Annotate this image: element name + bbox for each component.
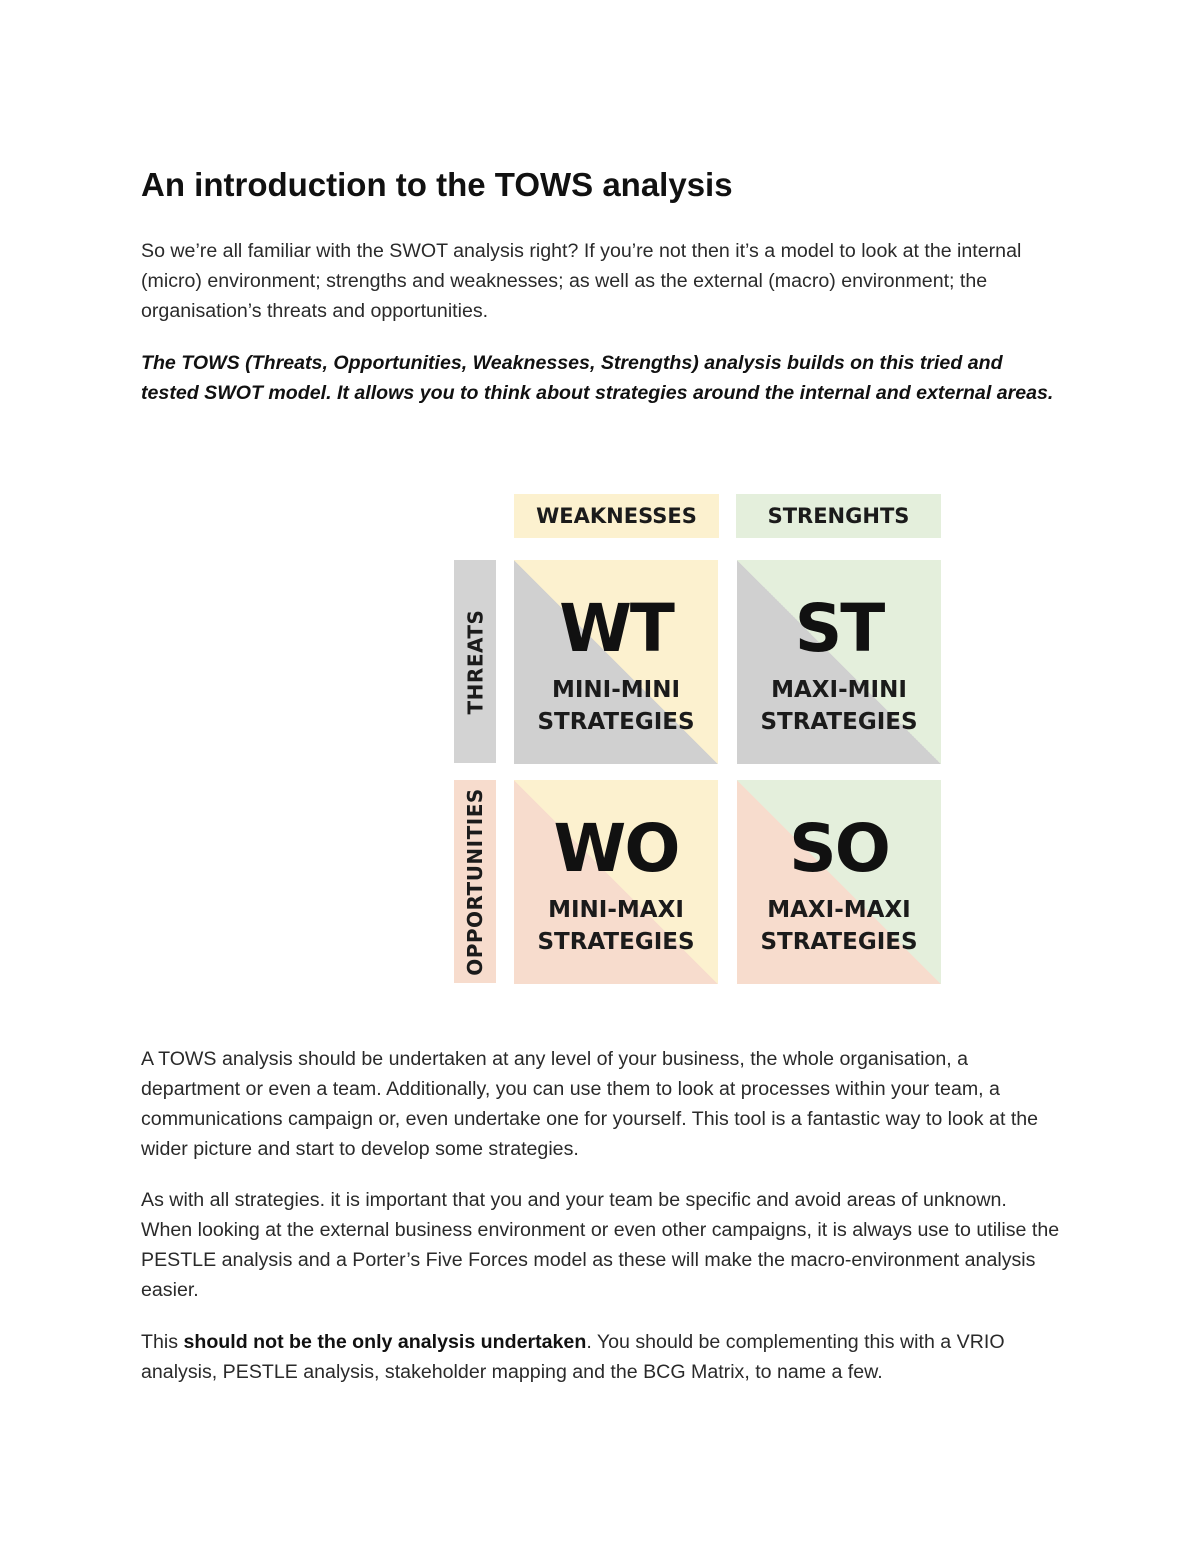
wt-cell — [514, 560, 718, 764]
opportunities-row-header — [454, 780, 496, 983]
st-label-line2: STRATEGIES — [760, 709, 918, 735]
threats-label: THREATS — [463, 609, 488, 714]
wo-cell — [514, 780, 718, 984]
wt-label — [537, 674, 694, 738]
final-paragraph — [141, 1327, 1061, 1387]
so-label — [760, 894, 917, 958]
final-prefix: This — [141, 1331, 184, 1353]
weaknesses-header: WEAKNESSES — [514, 494, 719, 538]
tows-matrix-diagram — [454, 494, 944, 986]
so-label-line1: MAXI-MAXI — [767, 897, 911, 923]
strengths-header: STRENGHTS — [736, 494, 941, 538]
wo-label-line2: STRATEGIES — [537, 929, 695, 955]
final-suffix: . You should be complementing this with a VRIO analysis, PESTLE analysis, stakeholder mapping and the BCG Matrix, to name a few. — [141, 1331, 1005, 1383]
st-cell — [737, 560, 941, 764]
st-label-line1: MAXI-MINI — [771, 677, 907, 703]
so-cell — [737, 780, 941, 984]
wo-code: WO — [553, 810, 679, 887]
st-label — [760, 674, 917, 738]
final-bold-phrase: should not be the only analysis undertaken — [183, 1331, 587, 1353]
specific-paragraph: As with all strategies. it is important that you and your team be specific and avoid areas of unknown. When looking at the external business environment or even other campaigns, it is always use to utilise the PESTLE analysis and a Porter’s Five Forces model as these will make the macro-environment analysis easier. — [141, 1189, 1060, 1301]
opportunities-label: OPPORTUNITIES — [463, 787, 488, 976]
page-title: An introduction to the TOWS analysis — [141, 166, 733, 203]
wt-label-line2: STRATEGIES — [537, 709, 695, 735]
wo-label-line1: MINI-MAXI — [548, 897, 684, 923]
so-code: SO — [789, 810, 889, 887]
wt-code: WT — [559, 590, 673, 667]
st-code: ST — [794, 590, 884, 667]
wo-label — [537, 894, 694, 958]
intro-paragraph: So we’re all familiar with the SWOT analysis right? If you’re not then it’s a model to look at the internal (micro) environment; strengths and weaknesses; as well as the external (macro) environment; the organisation’s threats and opportunities. — [141, 240, 1022, 322]
so-label-line2: STRATEGIES — [760, 929, 918, 955]
highlight-paragraph: The TOWS (Threats, Opportunities, Weaknesses, Strengths) analysis builds on this tried and tested SWOT model. It allows you to think about strategies around the internal and external areas. — [141, 352, 1054, 404]
levels-paragraph: A TOWS analysis should be undertaken at any level of your business, the whole organisation, a department or even a team. Additionally, you can use them to look at processes within your team, a communications campaign or, even undertake one for yourself. This tool is a fantastic way to look at the wider picture and start to develop some strategies. — [141, 1048, 1039, 1160]
wt-label-line1: MINI-MINI — [551, 677, 681, 703]
threats-row-header — [454, 560, 496, 763]
